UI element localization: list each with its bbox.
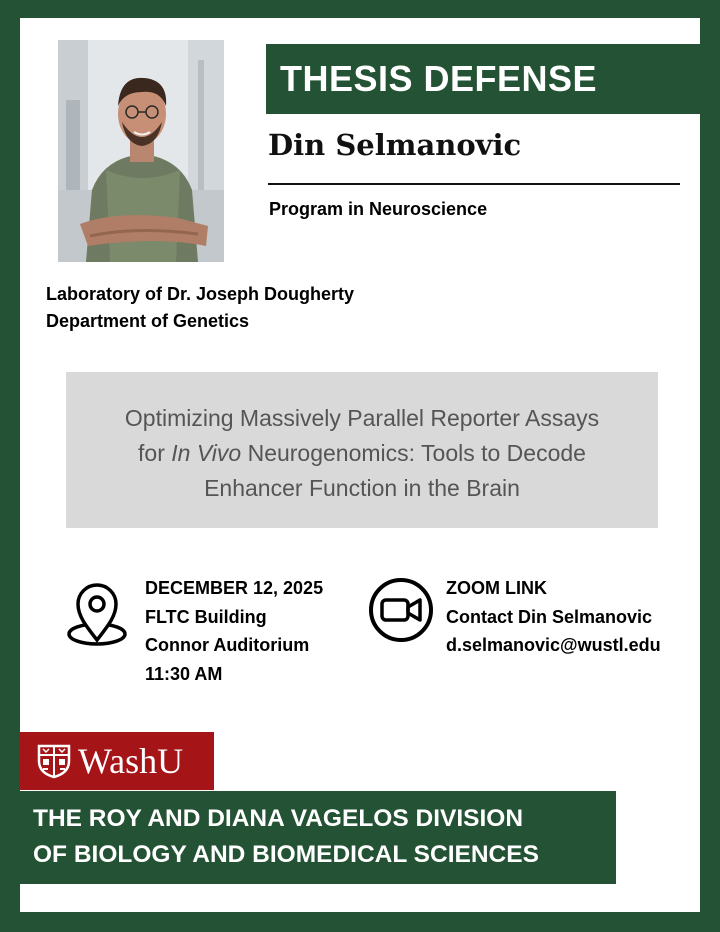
division-line-2: OF BIOLOGY AND BIOMEDICAL SCIENCES [33, 841, 539, 868]
washu-logo-text: WashU [78, 741, 184, 781]
shield-icon [36, 743, 72, 779]
event-room: Connor Auditorium [145, 635, 310, 655]
thesis-defense-banner: THESIS DEFENSE [266, 44, 700, 114]
lab-affiliation [46, 281, 354, 335]
division-banner [20, 791, 616, 884]
title-line-2: for In Vivo Neurogenomics: Tools to Decode [138, 440, 586, 466]
washu-logo [20, 732, 214, 790]
speaker-name: Din Selmanovic [268, 128, 522, 162]
division-line-1: THE ROY AND DIANA VAGELOS DIVISION [33, 805, 524, 832]
event-date: DECEMBER 12, 2025 [145, 578, 324, 598]
zoom-heading: ZOOM LINK [446, 578, 547, 598]
speaker-photo [58, 40, 224, 262]
event-details [145, 574, 323, 688]
event-building: FLTC Building [145, 606, 267, 627]
lab-line: Laboratory of Dr. Joseph Dougherty [46, 284, 355, 304]
event-time: 11:30 AM [145, 663, 223, 684]
video-camera-icon [368, 577, 434, 643]
department-line: Department of Genetics [46, 311, 250, 331]
title-italic: In Vivo [171, 440, 242, 466]
zoom-details [446, 574, 661, 660]
location-pin-icon [66, 582, 128, 648]
zoom-email[interactable]: d.selmanovic@wustl.edu [446, 635, 661, 655]
title-line-3: Enhancer Function in the Brain [204, 475, 520, 501]
program-name: Program in Neuroscience [269, 199, 488, 219]
title-line-1: Optimizing Massively Parallel Reporter Assays [124, 405, 600, 431]
thesis-title-box [66, 372, 658, 528]
zoom-contact: Contact Din Selmanovic [446, 606, 653, 627]
name-divider [268, 183, 680, 185]
